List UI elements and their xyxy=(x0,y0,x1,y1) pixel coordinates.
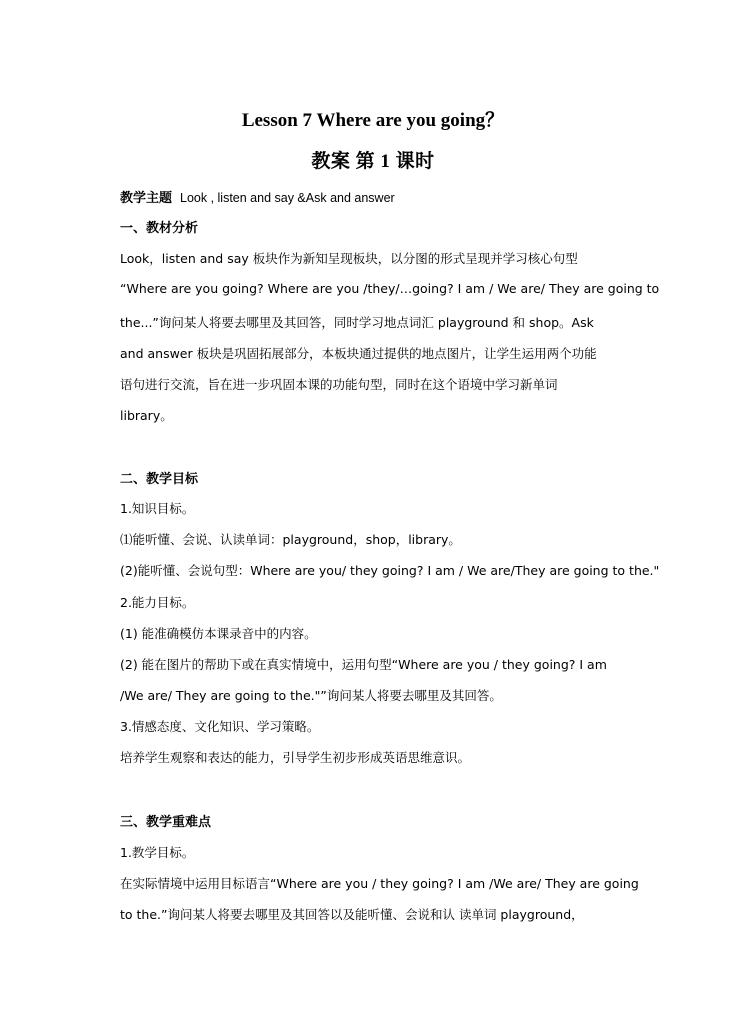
paragraph-line: 3.情感态度、文化知识、学习策略。 xyxy=(120,719,320,734)
topic-label: 教学主题 xyxy=(120,191,173,206)
paragraph-line: ⑴能听懂、会说、认读单词：playground，shop，library。 xyxy=(120,532,461,547)
section3-heading: 三、教学重难点 xyxy=(120,815,212,830)
paragraph-line: “Where are you going? Where are you /they/…going? I am / We are/ They are going to xyxy=(120,281,660,296)
paragraph-line: and answer 板块是巩固拓展部分，本板块通过提供的地点图片，让学生运用两个功能 xyxy=(120,346,597,361)
topic-value: Look , listen and say &Ask and answer xyxy=(180,191,395,205)
paragraph-line: (2)能听懂、会说句型：Where are you/ they going? I am / We are/They are going to the." xyxy=(120,563,660,578)
paragraph-line: 在实际情境中运用目标语言“Where are you / they going? I am /We are/ They are going xyxy=(120,876,639,891)
lesson-subtitle: 教案 第 1 课时 xyxy=(311,151,435,172)
paragraph-line: 2.能力目标。 xyxy=(120,595,195,610)
paragraph-line: 语句进行交流，旨在进一步巩固本课的功能句型，同时在这个语境中学习新单词 xyxy=(120,377,558,392)
topic-line xyxy=(120,187,630,206)
section1-heading: 一、教材分析 xyxy=(120,221,199,236)
paragraph-line: 1.教学目标。 xyxy=(120,845,195,860)
paragraph-line: (1) 能准确模仿本课录音中的内容。 xyxy=(120,626,317,641)
paragraph-line: library。 xyxy=(120,408,173,423)
paragraph-line: to the.”询问某人将要去哪里及其回答以及能听懂、会说和认 读单词 playground， xyxy=(120,907,584,922)
section2-heading: 二、教学目标 xyxy=(120,472,199,487)
lesson-title: Lesson 7 Where are you going？ xyxy=(241,110,505,131)
paragraph-line: /We are/ They are going to the."”询问某人将要去哪里及其回答。 xyxy=(120,688,502,703)
paragraph-line: 1.知识目标。 xyxy=(120,501,195,516)
paragraph-line: Look，listen and say 板块作为新知呈现板块，以分图的形式呈现并学习核心句型 xyxy=(120,251,578,266)
paragraph-line: the...”询问某人将要去哪里及其回答，同时学习地点词汇 playground 和 shop。Ask xyxy=(120,315,594,330)
paragraph-line: 培养学生观察和表达的能力，引导学生初步形成英语思维意识。 xyxy=(120,750,471,765)
paragraph-line: (2) 能在图片的帮助下或在真实情境中，运用句型“Where are you / they going? I am xyxy=(120,657,607,672)
